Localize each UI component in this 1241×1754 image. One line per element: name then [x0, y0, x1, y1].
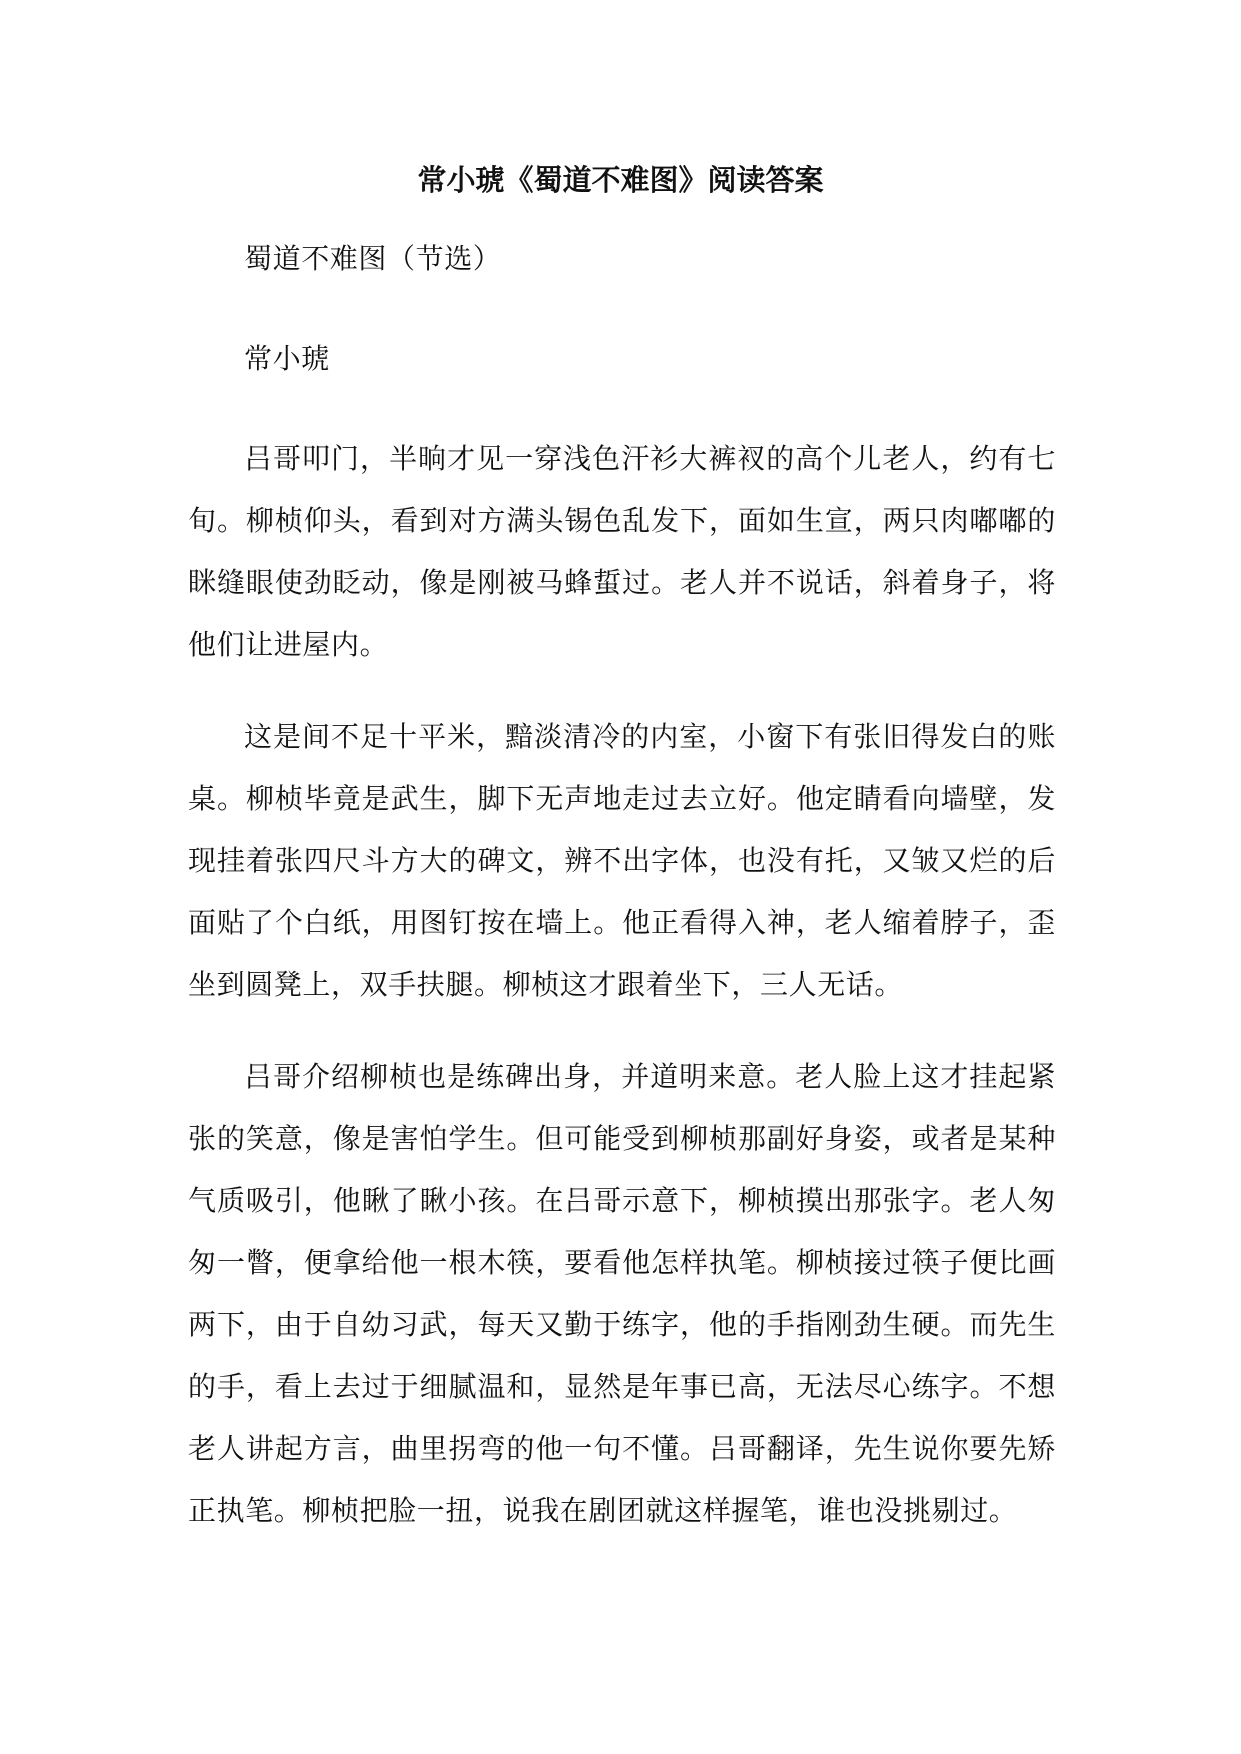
paragraph: 吕哥介绍柳桢也是练碑出身，并道明来意。老人脸上这才挂起紧张的笑意，像是害怕学生。但可能受到柳桢那副好身姿，或者是某种气质吸引，他瞅了瞅小孩。在吕哥示意下，柳桢摸出那张字。老人匆匆一瞥，便拿给他一根木筷，要看他怎样执笔。柳桢接过筷子便比画两下，由于自幼习武，每天又勤于练字，他的手指刚劲生硬。而先生的手，看上去过于细腻温和，显然是年事已高，无法尽心练字。不想老人讲起方言，曲里拐弯的他一句不懂。吕哥翻译，先生说你要先矫正执笔。柳桢把脸一扭，说我在剧团就这样握笔，谁也没挑剔过。	[188, 1060, 1056, 1527]
paragraph: 这是间不足十平米，黯淡清冷的内室，小窗下有张旧得发白的账桌。柳桢毕竟是武生，脚下无声地走过去立好。他定睛看向墙壁，发现挂着张四尺斗方大的碑文，辨不出字体，也没有托，又皱又烂的后面贴了个白纸，用图钉按在墙上。他正看得入神，老人缩着脖子，歪坐到圆凳上，双手扶腿。柳桢这才跟着坐下，三人无话。	[188, 720, 1056, 1001]
document-body	[188, 228, 1056, 1572]
subtitle: 蜀道不难图（节选）	[244, 242, 502, 275]
document-title: 常小琥《蜀道不难图》阅读答案	[417, 163, 824, 197]
author-line: 常小琥	[244, 342, 330, 375]
paragraph: 吕哥叩门，半晌才见一穿浅色汗衫大裤衩的高个儿老人，约有七旬。柳桢仰头，看到对方满头锡色乱发下，面如生宣，两只肉嘟嘟的眯缝眼使劲眨动，像是刚被马蜂蜇过。老人并不说话，斜着身子，将他们让进屋内。	[188, 442, 1056, 661]
